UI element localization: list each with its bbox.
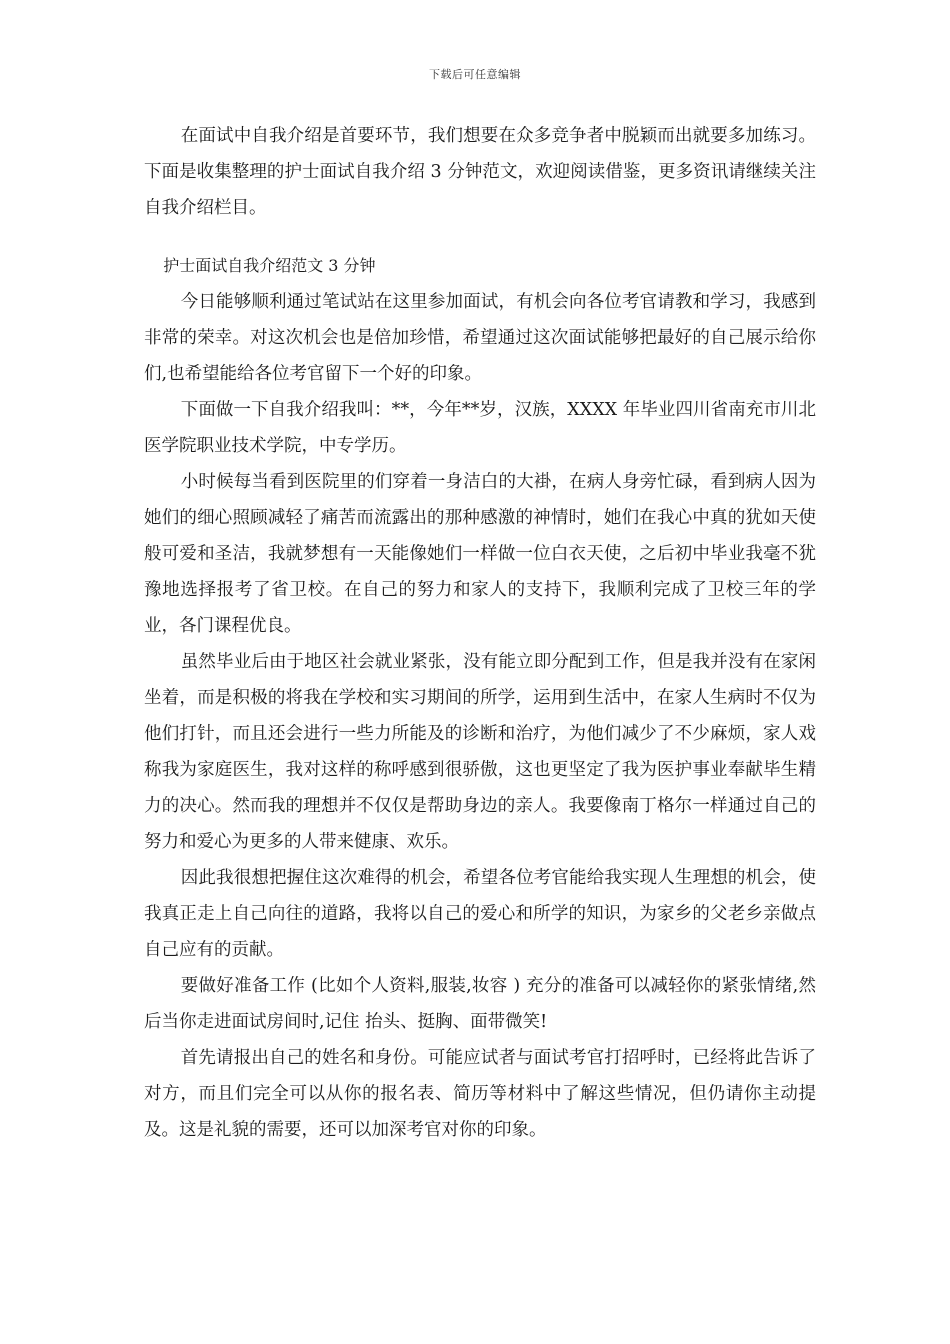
section-subtitle: 护士面试自我介绍范文 3 分钟 (163, 256, 376, 275)
intro-paragraph: 在面试中自我介绍是首要环节，我们想要在众多竞争者中脱颖而出就要多加练习。下面是收集整理的护士面试自我介绍 3 分钟范文，欢迎阅读借鉴，更多资讯请继续关注自我介绍栏目。 (144, 126, 816, 218)
body-paragraph: 小时候每当看到医院里的们穿着一身洁白的大褂，在病人身旁忙碌，看到病人因为她们的细心照顾减轻了痛苦而流露出的那种感激的神情时，她们在我心中真的犹如天使般可爱和圣洁，我就梦想有一天能像她们一样做一位白衣天使，之后初中毕业我毫不犹豫地选择报考了省卫校。在自己的努力和家人的支持下，我顺利完成了卫校三年的学业，各门课程优良。 (144, 472, 816, 636)
document-body (144, 118, 816, 1148)
header-note: 下载后可任意编辑 (429, 68, 521, 81)
body-paragraph: 下面做一下自我介绍我叫：**，今年**岁，汉族，XXXX 年毕业四川省南充市川北医学院职业技术学院，中专学历。 (144, 400, 816, 456)
body-paragraph: 要做好准备工作 (比如个人资料,服装,妆容 ) 充分的准备可以减轻你的紧张情绪,然后当你走进面试房间时,记住 抬头、挺胸、面带微笑! (144, 976, 816, 1032)
body-paragraph: 首先请报出自己的姓名和身份。可能应试者与面试考官打招呼时，已经将此告诉了对方，而且们完全可以从你的报名表、简历等材料中了解这些情况，但仍请你主动提及。这是礼貌的需要，还可以加深考官对你的印象。 (144, 1048, 816, 1140)
body-paragraph: 今日能够顺利通过笔试站在这里参加面试，有机会向各位考官请教和学习，我感到非常的荣幸。对这次机会也是倍加珍惜，希望通过这次面试能够把最好的自己展示给你们,也希望能给各位考官留下一个好的印象。 (144, 292, 816, 384)
body-paragraph: 因此我很想把握住这次难得的机会，希望各位考官能给我实现人生理想的机会，使我真正走上自己向往的道路，我将以自己的爱心和所学的知识，为家乡的父老乡亲做点自己应有的贡献。 (144, 868, 816, 960)
body-paragraph: 虽然毕业后由于地区社会就业紧张，没有能立即分配到工作，但是我并没有在家闲坐着，而是积极的将我在学校和实习期间的所学，运用到生活中，在家人生病时不仅为他们打针，而且还会进行一些力所能及的诊断和治疗，为他们减少了不少麻烦，家人戏称我为家庭医生，我对这样的称呼感到很骄傲，这也更坚定了我为医护事业奉献毕生精力的决心。然而我的理想并不仅仅是帮助身边的亲人。我要像南丁格尔一样通过自己的努力和爱心为更多的人带来健康、欢乐。 (144, 652, 816, 852)
